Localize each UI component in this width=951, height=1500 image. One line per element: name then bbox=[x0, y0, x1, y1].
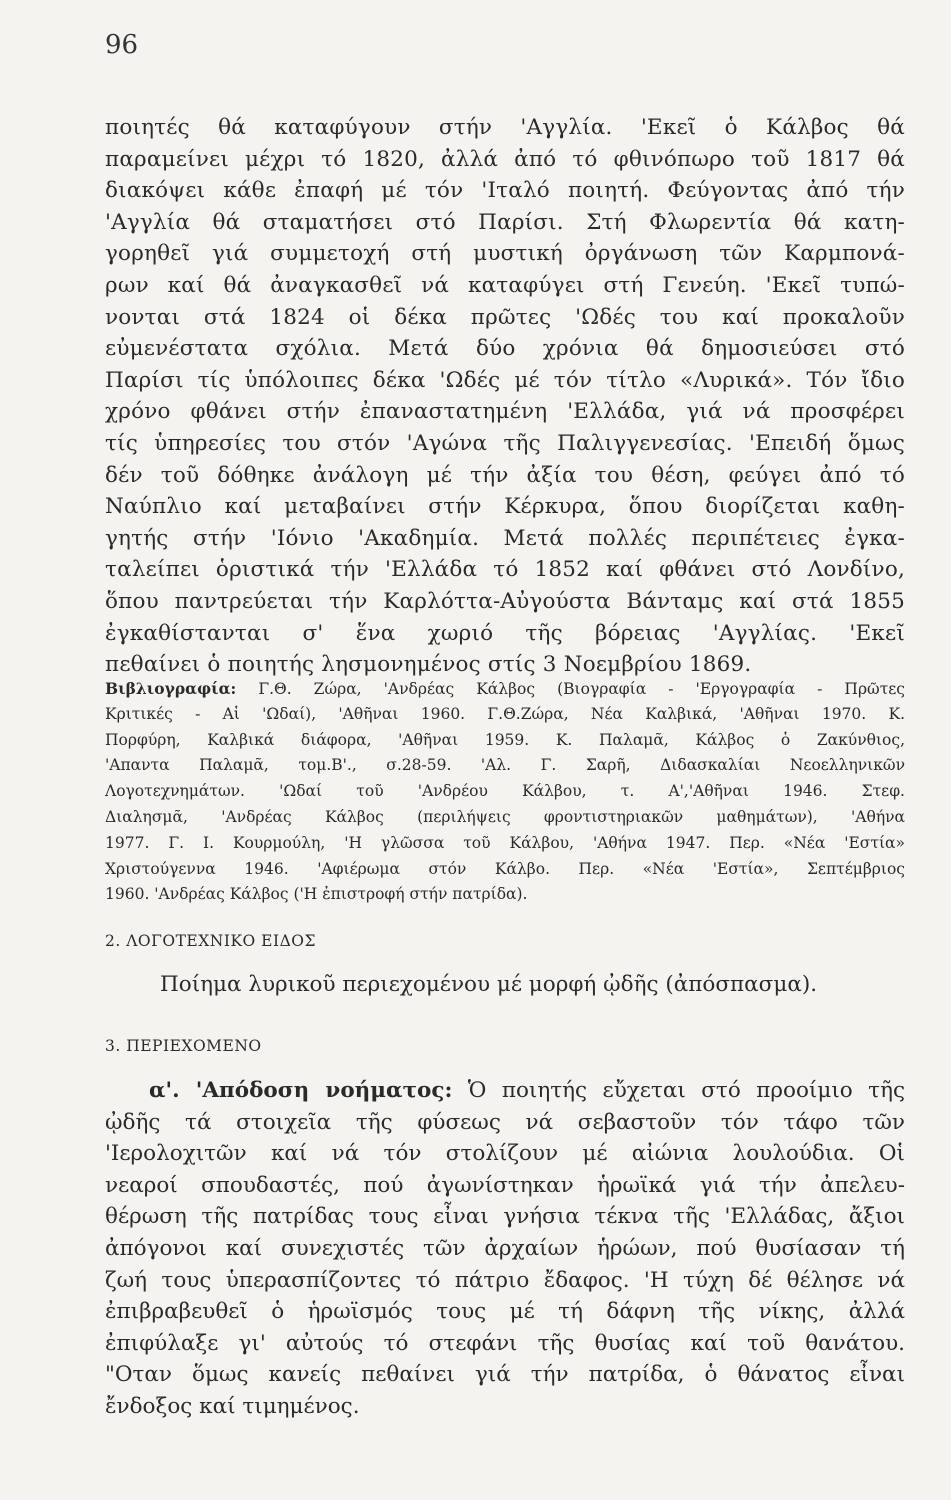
body-line: ρων καί θά ἀναγκασθεῖ νά καταφύγει στή Γενεύη. 'Εκεῖ τυπώ- bbox=[105, 272, 905, 298]
bibliography-heading: Βιβλιογραφία: bbox=[105, 679, 237, 698]
body-line: γορηθεῖ γιά συμμετοχή στή μυστική ὀργάνωση τῶν Καρμπονά- bbox=[105, 241, 905, 267]
bibliography-line: Λογοτεχνημάτων. 'Ωδαί τοῦ 'Ανδρέου Κάλβου, τ. Α','Αθῆναι 1946. Στεφ. bbox=[105, 782, 905, 801]
content-line: ᾠδῆς τά στοιχεῖα τῆς φύσεως νά σεβαστοῦν τόν τάφο τῶν bbox=[105, 1109, 905, 1135]
body-line: γητής στήν 'Ιόνιο 'Ακαδημία. Μετά πολλές περιπέτειες ἐγκα- bbox=[105, 525, 905, 551]
body-line: παραμείνει μέχρι τό 1820, ἀλλά ἀπό τό φθινόπωρο τοῦ 1817 θά bbox=[105, 146, 905, 172]
content-line: 'Ιερολοχιτῶν καί νά τόν στολίζουν μέ αἰώνια λουλούδια. Οἱ bbox=[105, 1141, 905, 1167]
content-line: θέρωση τῆς πατρίδας τους εἶναι γνήσια τέκνα τῆς 'Ελλάδας, ἄξιοι bbox=[105, 1204, 905, 1230]
body-line: δέν τοῦ δόθηκε ἀνάλογη μέ τήν ἀξία του θέση, φεύγει ἀπό τό bbox=[105, 462, 905, 488]
content-line: ἔνδοξος καί τιμημένος. bbox=[105, 1393, 360, 1419]
body-line: τίς ὑπηρεσίες του στόν 'Αγώνα τῆς Παλιγγενεσίας. 'Επειδή ὅμως bbox=[105, 430, 905, 456]
content-line bbox=[105, 1075, 905, 1107]
body-line: ὅπου παντρεύεται τήν Καρλόττα-Αὐγούστα Βάνταμς καί στά 1855 bbox=[105, 588, 905, 614]
content-line: "Οταν ὅμως κανείς πεθαίνει γιά τήν πατρίδα, ὁ θάνατος εἶναι bbox=[105, 1362, 905, 1388]
body-line: ἐγκαθίστανται σ' ἕνα χωριό τῆς βόρειας 'Αγγλίας. 'Εκεῖ bbox=[105, 620, 905, 646]
body-line: εὐμενέστατα σχόλια. Μετά δύο χρόνια θά δημοσιεύσει στό bbox=[105, 336, 905, 362]
body-line: 'Αγγλία θά σταματήσει στό Παρίσι. Στή Φλωρεντία θά κατη- bbox=[105, 209, 905, 235]
section-heading-content: 3. ΠΕΡΙΕΧΟΜΕΝΟ bbox=[105, 1037, 262, 1055]
body-line: Παρίσι τίς ὑπόλοιπες δέκα 'Ωδές μέ τόν τίτλο «Λυρικά». Τόν ἴδιο bbox=[105, 367, 905, 393]
content-line: νεαροί σπουδαστές, πού ἀγωνίστηκαν ἡρωϊκά γιά τήν ἀπελευ- bbox=[105, 1172, 905, 1198]
bibliography-line bbox=[105, 676, 905, 702]
bibliography-line: Χριστούγεννα 1946. 'Αφιέρωμα στόν Κάλβο. Περ. «Νέα 'Εστία», Σεπτέμβριος bbox=[105, 859, 905, 878]
meaning-lead: α'. 'Απόδοση νοήματος: bbox=[149, 1078, 453, 1103]
content-line: ζωή τους ὑπερασπίζοντες τό πάτριο ἔδαφος. 'Η τύχη δέ θέλησε νά bbox=[105, 1267, 905, 1293]
body-line: διακόψει κάθε ἐπαφή μέ τόν 'Ιταλό ποιητή. Φεύγοντας ἀπό τήν bbox=[105, 178, 905, 204]
bibliography-line: 'Απαντα Παλαμᾶ, τομ.Β'., σ.28-59. 'Αλ. Γ. Σαρῆ, Διδασκαλίαι Νεοελληνικῶν bbox=[105, 756, 905, 775]
body-line: πεθαίνει ὁ ποιητής λησμονημένος στίς 3 Νοεμβρίου 1869. bbox=[105, 652, 752, 678]
content-line: ἐπιφύλαξε γι' αὐτούς τό στεφάνι τῆς θυσίας καί τοῦ θανάτου. bbox=[105, 1330, 905, 1356]
page-number: 96 bbox=[105, 30, 139, 60]
bibliography bbox=[105, 676, 905, 908]
bibliography-line: 1977. Γ. Ι. Κουρμούλη, 'Η γλῶσσα τοῦ Κάλβου, 'Αθήνα 1947. Περ. «Νέα 'Εστία» bbox=[105, 833, 905, 852]
body-line: χρόνο φθάνει στήν ἐπαναστατημένη 'Ελλάδα, γιά νά προσφέρει bbox=[105, 399, 905, 425]
biography-paragraph bbox=[105, 112, 905, 681]
body-line: ποιητές θά καταφύγουν στήν 'Αγγλία. 'Εκεῖ ὁ Κάλβος θά bbox=[105, 115, 905, 140]
content-line: ἀπόγονοι καί συνεχιστές τῶν ἀρχαίων ἡρώων, πού θυσίασαν τή bbox=[105, 1235, 905, 1261]
content-paragraph bbox=[105, 1075, 905, 1423]
section-heading-genre: 2. ΛΟΓΟΤΕΧΝΙΚΟ ΕΙΔΟΣ bbox=[105, 932, 316, 950]
bibliography-line: Πορφύρη, Καλβικά διάφορα, 'Αθῆναι 1959. Κ. Παλαμᾶ, Κάλβος ὁ Ζακύνθιος, bbox=[105, 730, 905, 749]
genre-text: Ποίημα λυρικοῦ περιεχομένου μέ μορφή ᾠδῆς (ἀπόσπασμα). bbox=[160, 972, 818, 997]
content-line: ἐπιβραβευθεῖ ὁ ἡρωϊσμός τους μέ τή δάφνη τῆς νίκης, ἀλλά bbox=[105, 1299, 905, 1325]
content-text: Ὁ ποιητής εὔχεται στό προοίμιο τῆς bbox=[452, 1078, 906, 1103]
bibliography-line: Διαλησμᾶ, 'Ανδρέας Κάλβος (περιλήψεις φροντιστηριακῶν μαθημάτων), 'Αθήνα bbox=[105, 807, 905, 826]
bibliography-line: 1960. 'Ανδρέας Κάλβος ('Η ἐπιστροφή στήν πατρίδα). bbox=[105, 885, 528, 904]
bibliography-line: Κριτικές - Αἱ 'Ωδαί), 'Αθῆναι 1960. Γ.Θ.Ζώρα, Νέα Καλβικά, 'Αθῆναι 1970. Κ. bbox=[105, 704, 905, 723]
body-line: Ναύπλιο καί μεταβαίνει στήν Κέρκυρα, ὅπου διορίζεται καθη- bbox=[105, 494, 905, 520]
bibliography-text: Γ.Θ. Ζώρα, 'Ανδρέας Κάλβος (Βιογραφία - 'Εργογραφία - Πρῶτες bbox=[258, 680, 905, 698]
body-line: ταλείπει ὁριστικά τήν 'Ελλάδα τό 1852 καί φθάνει στό Λονδίνο, bbox=[105, 557, 905, 583]
body-line: νονται στά 1824 οἱ δέκα πρῶτες 'Ωδές του καί προκαλοῦν bbox=[105, 304, 905, 330]
